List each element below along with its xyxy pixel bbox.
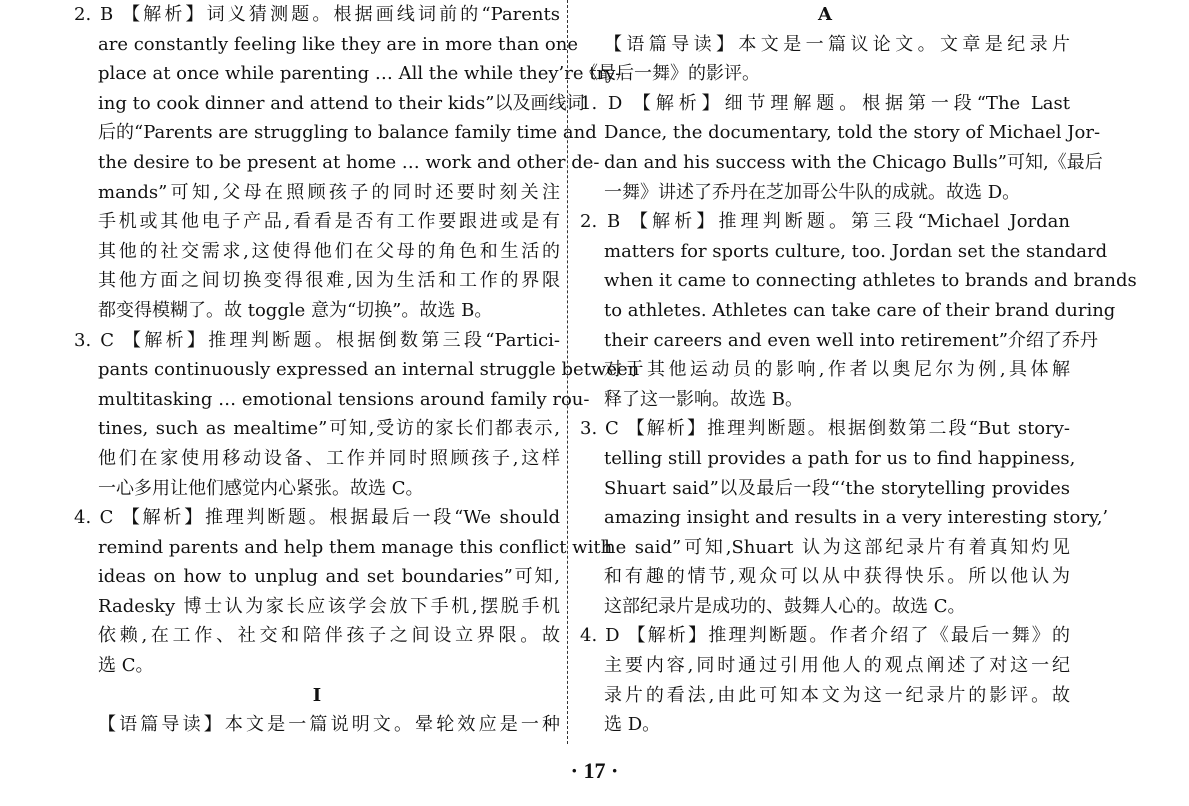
text-line — [74, 651, 560, 681]
line-text: 录片的看法,由此可知本文为这一纪录片的影评。故 — [604, 684, 1070, 706]
text-line — [74, 266, 560, 296]
text-line — [580, 118, 1101, 148]
text-line — [580, 710, 1070, 740]
line-text: to athletes. Athletes can take care of their brand during — [604, 299, 1116, 321]
line-text: 主要内容,同时通过引用他人的观点阐述了对这一纪 — [604, 655, 1070, 677]
text-line — [74, 296, 560, 326]
text-line — [74, 118, 597, 148]
line-text: 和有趣的情节,观众可以从中获得快乐。所以他认为 — [604, 566, 1070, 588]
section-heading — [580, 0, 1070, 30]
text-line — [580, 621, 1070, 651]
line-text: 手机或其他电子产品,看看是否有工作要跟进或是有 — [98, 211, 560, 233]
line-text: 一舞》讲述了乔丹在芝加哥公牛队的成就。故选 D。 — [604, 181, 1021, 203]
line-text: matters for sports culture, too. Jordan set the standard — [604, 240, 1108, 262]
line-text: I — [312, 684, 322, 706]
line-text: 一心多用让他们感觉内心紧张。故选 C。 — [98, 477, 424, 499]
text-line — [580, 651, 1070, 681]
text-line — [580, 503, 1109, 533]
text-line — [580, 30, 1070, 60]
text-line — [74, 444, 560, 474]
line-text: 依赖,在工作、社交和陪伴孩子之间设立界限。故 — [98, 625, 560, 647]
line-text: 《最后一舞》的影评。 — [580, 63, 760, 85]
line-text: 他们在家使用移动设备、工作并同时照顾孩子,这样 — [98, 447, 560, 469]
text-line — [74, 148, 600, 178]
line-text: their careers and even well into retirement”介绍了乔丹 — [604, 329, 1098, 351]
line-text: amazing insight and results in a very interesting story,’ — [604, 507, 1109, 529]
line-text: Shuart said”以及最后一段“‘the storytelling provides — [604, 477, 1070, 499]
text-line — [74, 30, 578, 60]
line-text: telling still provides a path for us to find happiness, — [604, 447, 1076, 469]
line-text: 【语篇导读】本文是一篇说明文。晕轮效应是一种 — [98, 714, 560, 736]
text-line — [74, 474, 560, 504]
line-text: Dance, the documentary, told the story of Michael Jor- — [604, 122, 1101, 144]
text-line — [580, 178, 1070, 208]
line-text: mands”可知,父母在照顾孩子的同时还要时刻关注 — [98, 181, 560, 203]
text-line — [74, 621, 560, 651]
column-divider — [567, 0, 568, 744]
text-line — [74, 503, 560, 533]
page-number: · 17 · — [570, 758, 619, 783]
text-line — [74, 533, 613, 563]
text-line — [74, 89, 585, 119]
text-line — [74, 710, 560, 740]
text-line — [580, 296, 1116, 326]
text-line — [580, 59, 1070, 89]
line-text: 2. B 【解析】推理判断题。第三段“Michael Jordan — [580, 211, 1070, 233]
line-text: 这部纪录片是成功的、鼓舞人心的。故选 C。 — [604, 595, 966, 617]
line-text: 选 C。 — [98, 655, 154, 677]
line-text: the desire to be present at home … work and other de- — [98, 151, 600, 173]
text-line — [74, 207, 560, 237]
line-text: 释了这一影响。故选 B。 — [604, 388, 803, 410]
line-text: 1. D 【解析】细节理解题。根据第一段“The Last — [580, 92, 1070, 114]
text-line — [74, 237, 560, 267]
text-line — [580, 355, 1070, 385]
line-text: A — [818, 4, 832, 25]
line-text: ing to cook dinner and attend to their kids”以及画线词 — [98, 92, 585, 114]
line-text: 3. C 【解析】推理判断题。根据倒数第二段“But story- — [580, 418, 1070, 440]
text-line — [74, 592, 560, 622]
line-text: 对于其他运动员的影响,作者以奥尼尔为例,具体解 — [604, 359, 1070, 381]
line-text: 都变得模糊了。故 toggle 意为“切换”。故选 B。 — [98, 299, 493, 321]
line-text: multitasking … emotional tensions around family rou- — [98, 388, 590, 410]
text-line — [74, 562, 560, 592]
line-text: pants continuously expressed an internal struggle between — [98, 359, 640, 381]
line-text: remind parents and help them manage this conflict with — [98, 536, 613, 558]
line-text: 选 D。 — [604, 714, 661, 736]
text-line — [74, 414, 560, 444]
text-line — [74, 355, 640, 385]
text-line — [580, 444, 1076, 474]
text-line — [580, 385, 1070, 415]
line-text: 【语篇导读】本文是一篇议论文。文章是纪录片 — [604, 33, 1070, 55]
text-line — [580, 562, 1070, 592]
section-heading — [74, 681, 560, 711]
line-text: 其他方面之间切换变得很难,因为生活和工作的界限 — [98, 270, 560, 292]
text-line — [74, 178, 560, 208]
line-text: dan and his success with the Chicago Bulls”可知,《最后 — [604, 151, 1103, 173]
line-text: 4. D 【解析】推理判断题。作者介绍了《最后一舞》的 — [580, 625, 1070, 647]
text-line — [580, 681, 1070, 711]
line-text: are constantly feeling like they are in more than one — [98, 33, 578, 55]
text-line — [580, 326, 1098, 356]
line-text: 2. B 【解析】词义猜测题。根据画线词前的“Parents — [74, 4, 560, 25]
right-column — [580, 0, 1137, 746]
text-line — [74, 385, 590, 415]
line-text: 3. C 【解析】推理判断题。根据倒数第三段“Partici- — [74, 329, 560, 351]
text-line — [580, 148, 1103, 178]
text-line — [580, 207, 1070, 237]
line-text: 4. C 【解析】推理判断题。根据最后一段“We should — [74, 507, 560, 529]
text-line — [580, 414, 1070, 444]
line-text: tines, such as mealtime”可知,受访的家长们都表示, — [98, 418, 560, 440]
text-line — [580, 474, 1070, 504]
line-text: 后的“Parents are struggling to balance family time and — [98, 122, 597, 144]
text-line — [580, 592, 1070, 622]
line-text: place at once while parenting … All the while they’re try- — [98, 63, 622, 85]
line-text: when it came to connecting athletes to brands and brands — [604, 270, 1137, 292]
text-line — [580, 237, 1108, 267]
line-text: Radesky 博士认为家长应该学会放下手机,摆脱手机 — [98, 595, 560, 617]
text-line — [74, 59, 622, 89]
text-line — [74, 326, 560, 356]
text-line — [74, 0, 560, 30]
line-text: he said”可知,Shuart 认为这部纪录片有着真知灼见 — [604, 536, 1070, 558]
text-line — [580, 533, 1070, 563]
line-text: ideas on how to unplug and set boundaries”可知, — [98, 566, 560, 588]
line-text: 其他的社交需求,这使得他们在父母的角色和生活的 — [98, 240, 560, 262]
text-line — [580, 266, 1137, 296]
text-line — [580, 89, 1070, 119]
